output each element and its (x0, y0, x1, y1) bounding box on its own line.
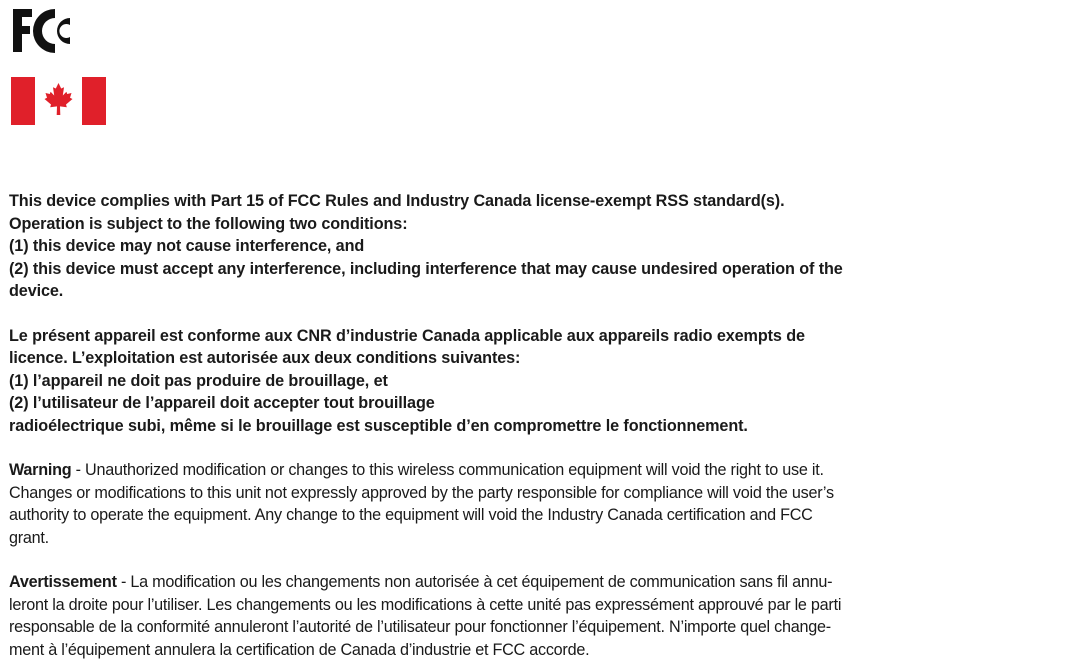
avertissement-line (9, 571, 1049, 594)
fcc-statement-line: device. (9, 280, 1049, 303)
fcc-statement (9, 190, 1049, 303)
avertissement-line: responsable de la conformité annuleront l’autorité de l’utilisateur pour fonctionner l’équipement. N’importe quel change- (9, 616, 1049, 639)
avertissement-line: ment à l’équipement annulera la certification de Canada d’industrie et FCC accorde. (9, 639, 1049, 661)
fcc-logo-icon (10, 6, 82, 56)
french-statement-line: (2) l’utilisateur de l’appareil doit accepter tout brouillage (9, 392, 1049, 415)
warning-line: grant. (9, 527, 1049, 550)
compliance-text (9, 190, 1049, 661)
canada-flag-icon (11, 77, 106, 125)
warning-lead: Warning (9, 461, 71, 479)
french-statement-line: radioélectrique subi, même si le brouillage est susceptible d’en compromettre le fonctionnement. (9, 415, 1049, 438)
warning-line: authority to operate the equipment. Any change to the equipment will void the Industry Canada certification and FCC (9, 504, 1049, 527)
fcc-statement-line: Operation is subject to the following two conditions: (9, 213, 1049, 236)
french-statement-line: licence. L’exploitation est autorisée aux deux conditions suivantes: (9, 347, 1049, 370)
warning-paragraph (9, 459, 1049, 549)
avertissement-line: leront la droite pour l’utiliser. Les changements ou les modifications à cette unité pas expressément approuvé par le parti (9, 594, 1049, 617)
warning-line: Changes or modifications to this unit not expressly approved by the party responsible for compliance will void the user’s (9, 482, 1049, 505)
french-statement-line: (1) l’appareil ne doit pas produire de brouillage, et (9, 370, 1049, 393)
fcc-statement-line: This device complies with Part 15 of FCC Rules and Industry Canada license-exempt RSS standard(s). (9, 190, 1049, 213)
warning-line (9, 459, 1049, 482)
avertissement-paragraph (9, 571, 1049, 661)
avertissement-first-text: - La modification ou les changements non autorisée à cet équipement de communication sans fil annu- (117, 573, 833, 591)
fcc-statement-line: (2) this device must accept any interference, including interference that may cause undesired operation of the (9, 258, 1049, 281)
french-statement-line: Le présent appareil est conforme aux CNR d’industrie Canada applicable aux appareils radio exempts de (9, 325, 1049, 348)
french-statement (9, 325, 1049, 438)
fcc-statement-line: (1) this device may not cause interference, and (9, 235, 1049, 258)
avertissement-lead: Avertissement (9, 573, 117, 591)
warning-first-text: - Unauthorized modification or changes to this wireless communication equipment will void the right to use it. (71, 461, 823, 479)
